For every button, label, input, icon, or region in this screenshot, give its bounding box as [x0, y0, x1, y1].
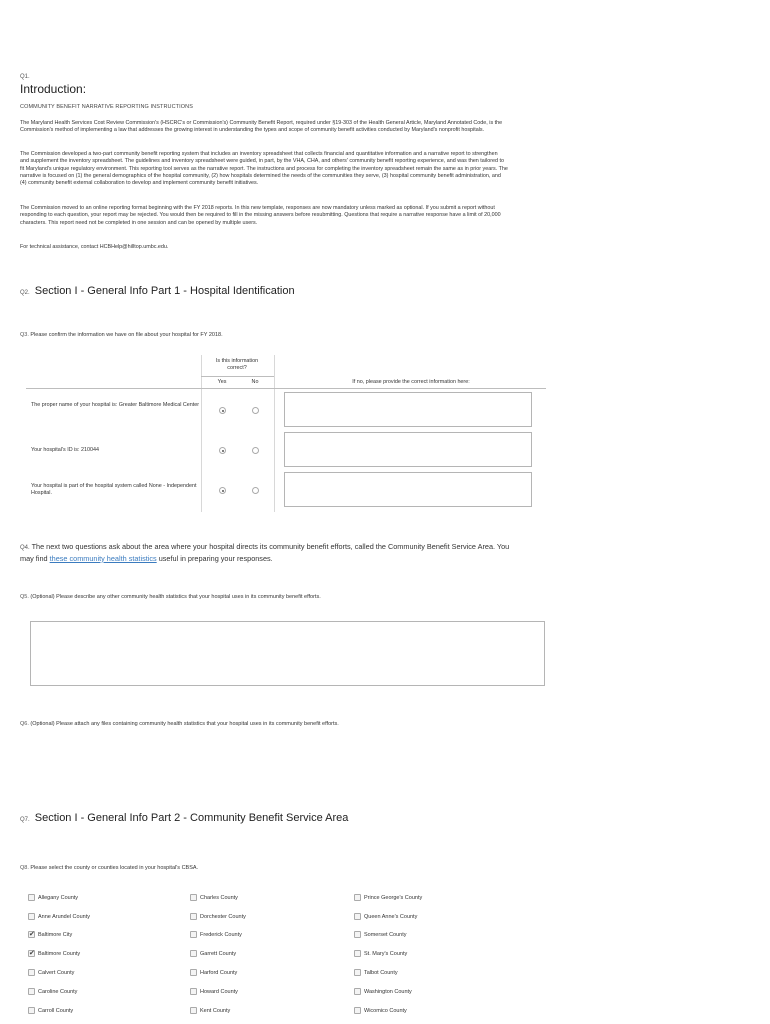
- radio-yes-hospital-name[interactable]: [219, 407, 226, 414]
- section-1-part-1-heading: [20, 285, 295, 297]
- county-label: Garrett County: [200, 950, 237, 957]
- checkbox[interactable]: [354, 1007, 361, 1014]
- checkbox[interactable]: [28, 931, 35, 938]
- county-option-harford-county[interactable]: [190, 969, 237, 976]
- county-option-prince-george-s-county[interactable]: [354, 894, 422, 901]
- checkbox[interactable]: [28, 894, 35, 901]
- q3-question: [20, 332, 223, 338]
- instructions-subheading: COMMUNITY BENEFIT NARRATIVE REPORTING INSTRUCTIONS: [20, 104, 193, 110]
- checkbox[interactable]: [28, 950, 35, 957]
- county-option-queen-anne-s-county[interactable]: [354, 913, 417, 920]
- checkbox[interactable]: [190, 913, 197, 920]
- county-label: Anne Arundel County: [38, 913, 90, 920]
- county-label: Carroll County: [38, 1007, 74, 1014]
- county-option-baltimore-city[interactable]: [28, 931, 72, 938]
- radio-yes-hospital-system[interactable]: [219, 487, 226, 494]
- county-option-garrett-county[interactable]: [190, 950, 236, 957]
- radio-no-hospital-system[interactable]: [252, 487, 259, 494]
- section-1-part-2-heading: [20, 812, 348, 824]
- q2-number: Q2.: [20, 290, 30, 296]
- intro-paragraph-1: The Maryland Health Services Cost Review Commission's (HSCRC's or Commission's) Community Benefit Report, required under §19-303 of the Health General Article, Maryland Annotated Code, is the Commission's method of implementing a law that addresses the growing interest in understanding the types and scope of community benefit activities conducted by Maryland's nonprofit hospitals.: [20, 120, 503, 134]
- county-option-talbot-county[interactable]: [354, 969, 398, 976]
- checkbox[interactable]: [354, 913, 361, 920]
- intro-title: Introduction:: [20, 82, 87, 96]
- county-label: Howard County: [200, 988, 238, 995]
- county-label: Somerset County: [364, 931, 407, 938]
- county-option-baltimore-county[interactable]: [28, 950, 80, 957]
- intro-paragraph-3: The Commission moved to an online reporting format beginning with the FY 2018 reports. In this new template, responses are now mandatory unless marked as optional. If you submit a report without responding to each question, your report may be rejected. You would then be required to fill in the missing answers before resubmitting. Questions that require a narrative response have a limit of 20,000 characters. This report need not be completed in one session and can be opened by multiple users.: [20, 205, 501, 226]
- county-option-washington-county[interactable]: [354, 988, 412, 995]
- header-if-no: If no, please provide the correct information here:: [352, 379, 470, 385]
- checkbox[interactable]: [190, 969, 197, 976]
- checkbox[interactable]: [28, 988, 35, 995]
- county-option-howard-county[interactable]: [190, 988, 238, 995]
- correction-field-hospital-name[interactable]: [284, 392, 532, 427]
- checkbox[interactable]: [28, 1007, 35, 1014]
- header-yes: Yes: [217, 379, 227, 385]
- technical-assistance-text: For technical assistance, contact HCBHelp@hilltop.umbc.edu.: [20, 244, 169, 250]
- q3-number: Q3.: [20, 332, 29, 338]
- checkbox[interactable]: [354, 969, 361, 976]
- checkbox[interactable]: [190, 988, 197, 995]
- q8-question: [20, 865, 198, 871]
- checkbox[interactable]: [190, 931, 197, 938]
- header-no: No: [251, 379, 259, 385]
- header-is-correct: Is this information correct?: [215, 358, 259, 372]
- row-label-hospital-name: The proper name of your hospital is: Greater Baltimore Medical Center: [31, 402, 200, 408]
- q5-textarea[interactable]: [30, 621, 545, 686]
- checkbox[interactable]: [190, 950, 197, 957]
- q6-number: Q6.: [20, 721, 29, 727]
- county-option-calvert-county[interactable]: [28, 969, 74, 976]
- q3-text: Please confirm the information we have on file about your hospital for FY 2018.: [30, 332, 223, 338]
- checkbox[interactable]: [354, 931, 361, 938]
- county-option-wicomico-county[interactable]: [354, 1007, 407, 1014]
- q5-question: [20, 594, 321, 600]
- checkbox[interactable]: [190, 1007, 197, 1014]
- county-label: Baltimore County: [38, 950, 81, 957]
- radio-no-hospital-id[interactable]: [252, 447, 259, 454]
- checkbox[interactable]: [354, 894, 361, 901]
- intro-paragraph-2: The Commission developed a two-part community benefit reporting system that includes an inventory spreadsheet that collects financial and quantitative information and a narrative report to strengthen and supplement the inventory spreadsheet. The guidelines and inventory spreadsheet were guided, in part, by the VHA, CHA, and others' community benefit reporting experience, and was then tailored to fit Maryland's unique regulatory environment. This reporting tool serves as the narrative report. The instructions and process for completing the inventory spreadsheet remain the same as in prior years. The narrative is focused on (1) the general demographics of the hospital community, (2) how hospitals determined the needs of the communities they serve, (3) hospital community benefit administration, and (4) community benefit external collaboration to develop and implement community benefit initiatives.: [20, 151, 508, 187]
- correction-field-hospital-system[interactable]: [284, 472, 532, 507]
- row-label-hospital-id: Your hospital's ID is: 210044: [31, 447, 99, 453]
- county-option-st-mary-s-county[interactable]: [354, 950, 407, 957]
- matrix-divider: [201, 355, 202, 512]
- county-label: Allegany County: [38, 894, 79, 901]
- matrix-divider: [274, 355, 275, 512]
- county-label: Washington County: [364, 988, 412, 995]
- q4-text-before: The next two questions ask about the area where your hospital directs its community benefit efforts, called the Community Benefit Service Area. You may find: [20, 542, 510, 563]
- q5-number: Q5.: [20, 594, 29, 600]
- q6-question: [20, 721, 339, 727]
- q6-text: (Optional) Please attach any files containing community health statistics that your hospital uses in its community benefit efforts.: [30, 721, 339, 727]
- county-option-somerset-county[interactable]: [354, 931, 407, 938]
- community-health-statistics-link[interactable]: these community health statistics: [49, 553, 157, 563]
- q4-text-after: useful in preparing your responses.: [156, 553, 273, 563]
- correction-field-hospital-id[interactable]: [284, 432, 532, 467]
- county-label: St. Mary's County: [364, 950, 408, 957]
- checkbox[interactable]: [28, 913, 35, 920]
- county-label: Kent County: [200, 1007, 231, 1014]
- county-option-frederick-county[interactable]: [190, 931, 242, 938]
- county-label: Prince George's County: [364, 894, 423, 901]
- section-title: Section I - General Info Part 1 - Hospital Identification: [34, 285, 295, 297]
- county-option-charles-county[interactable]: [190, 894, 238, 901]
- county-label: Queen Anne's County: [364, 913, 418, 920]
- q5-text: (Optional) Please describe any other community health statistics that your hospital uses in its community benefit efforts.: [30, 594, 321, 600]
- county-label: Dorchester County: [200, 913, 246, 920]
- checkbox[interactable]: [354, 988, 361, 995]
- checkbox[interactable]: [28, 969, 35, 976]
- county-option-allegany-county[interactable]: [28, 894, 78, 901]
- section-title: Section I - General Info Part 2 - Community Benefit Service Area: [34, 812, 349, 824]
- county-option-anne-arundel-county[interactable]: [28, 913, 90, 920]
- county-label: Harford County: [200, 969, 238, 976]
- q8-text: Please select the county or counties located in your hospital's CBSA.: [30, 865, 199, 871]
- county-label: Charles County: [200, 894, 238, 901]
- county-label: Caroline County: [38, 988, 78, 995]
- hospital-info-matrix: [26, 355, 546, 512]
- q8-number: Q8.: [20, 865, 29, 871]
- county-option-caroline-county[interactable]: [28, 988, 77, 995]
- row-label-hospital-system: Your hospital is part of the hospital system called None - Independent Hospital.: [31, 483, 197, 497]
- matrix-header-rule: [26, 388, 546, 389]
- county-option-carroll-county[interactable]: [28, 1007, 73, 1014]
- q7-number: Q7.: [20, 817, 30, 823]
- q4-number: Q4.: [20, 545, 30, 551]
- county-label: Wicomico County: [364, 1007, 407, 1014]
- matrix-divider: [201, 376, 274, 377]
- radio-no-hospital-name[interactable]: [252, 407, 259, 414]
- radio-yes-hospital-id[interactable]: [219, 447, 226, 454]
- county-label: Baltimore City: [38, 931, 73, 938]
- county-option-kent-county[interactable]: [190, 1007, 230, 1014]
- county-label: Frederick County: [200, 931, 242, 938]
- checkbox[interactable]: [354, 950, 361, 957]
- checkbox[interactable]: [190, 894, 197, 901]
- county-label: Talbot County: [364, 969, 398, 976]
- county-label: Calvert County: [38, 969, 75, 976]
- county-option-dorchester-county[interactable]: [190, 913, 246, 920]
- q4-question: [20, 542, 510, 563]
- q1-number: Q1.: [20, 74, 30, 80]
